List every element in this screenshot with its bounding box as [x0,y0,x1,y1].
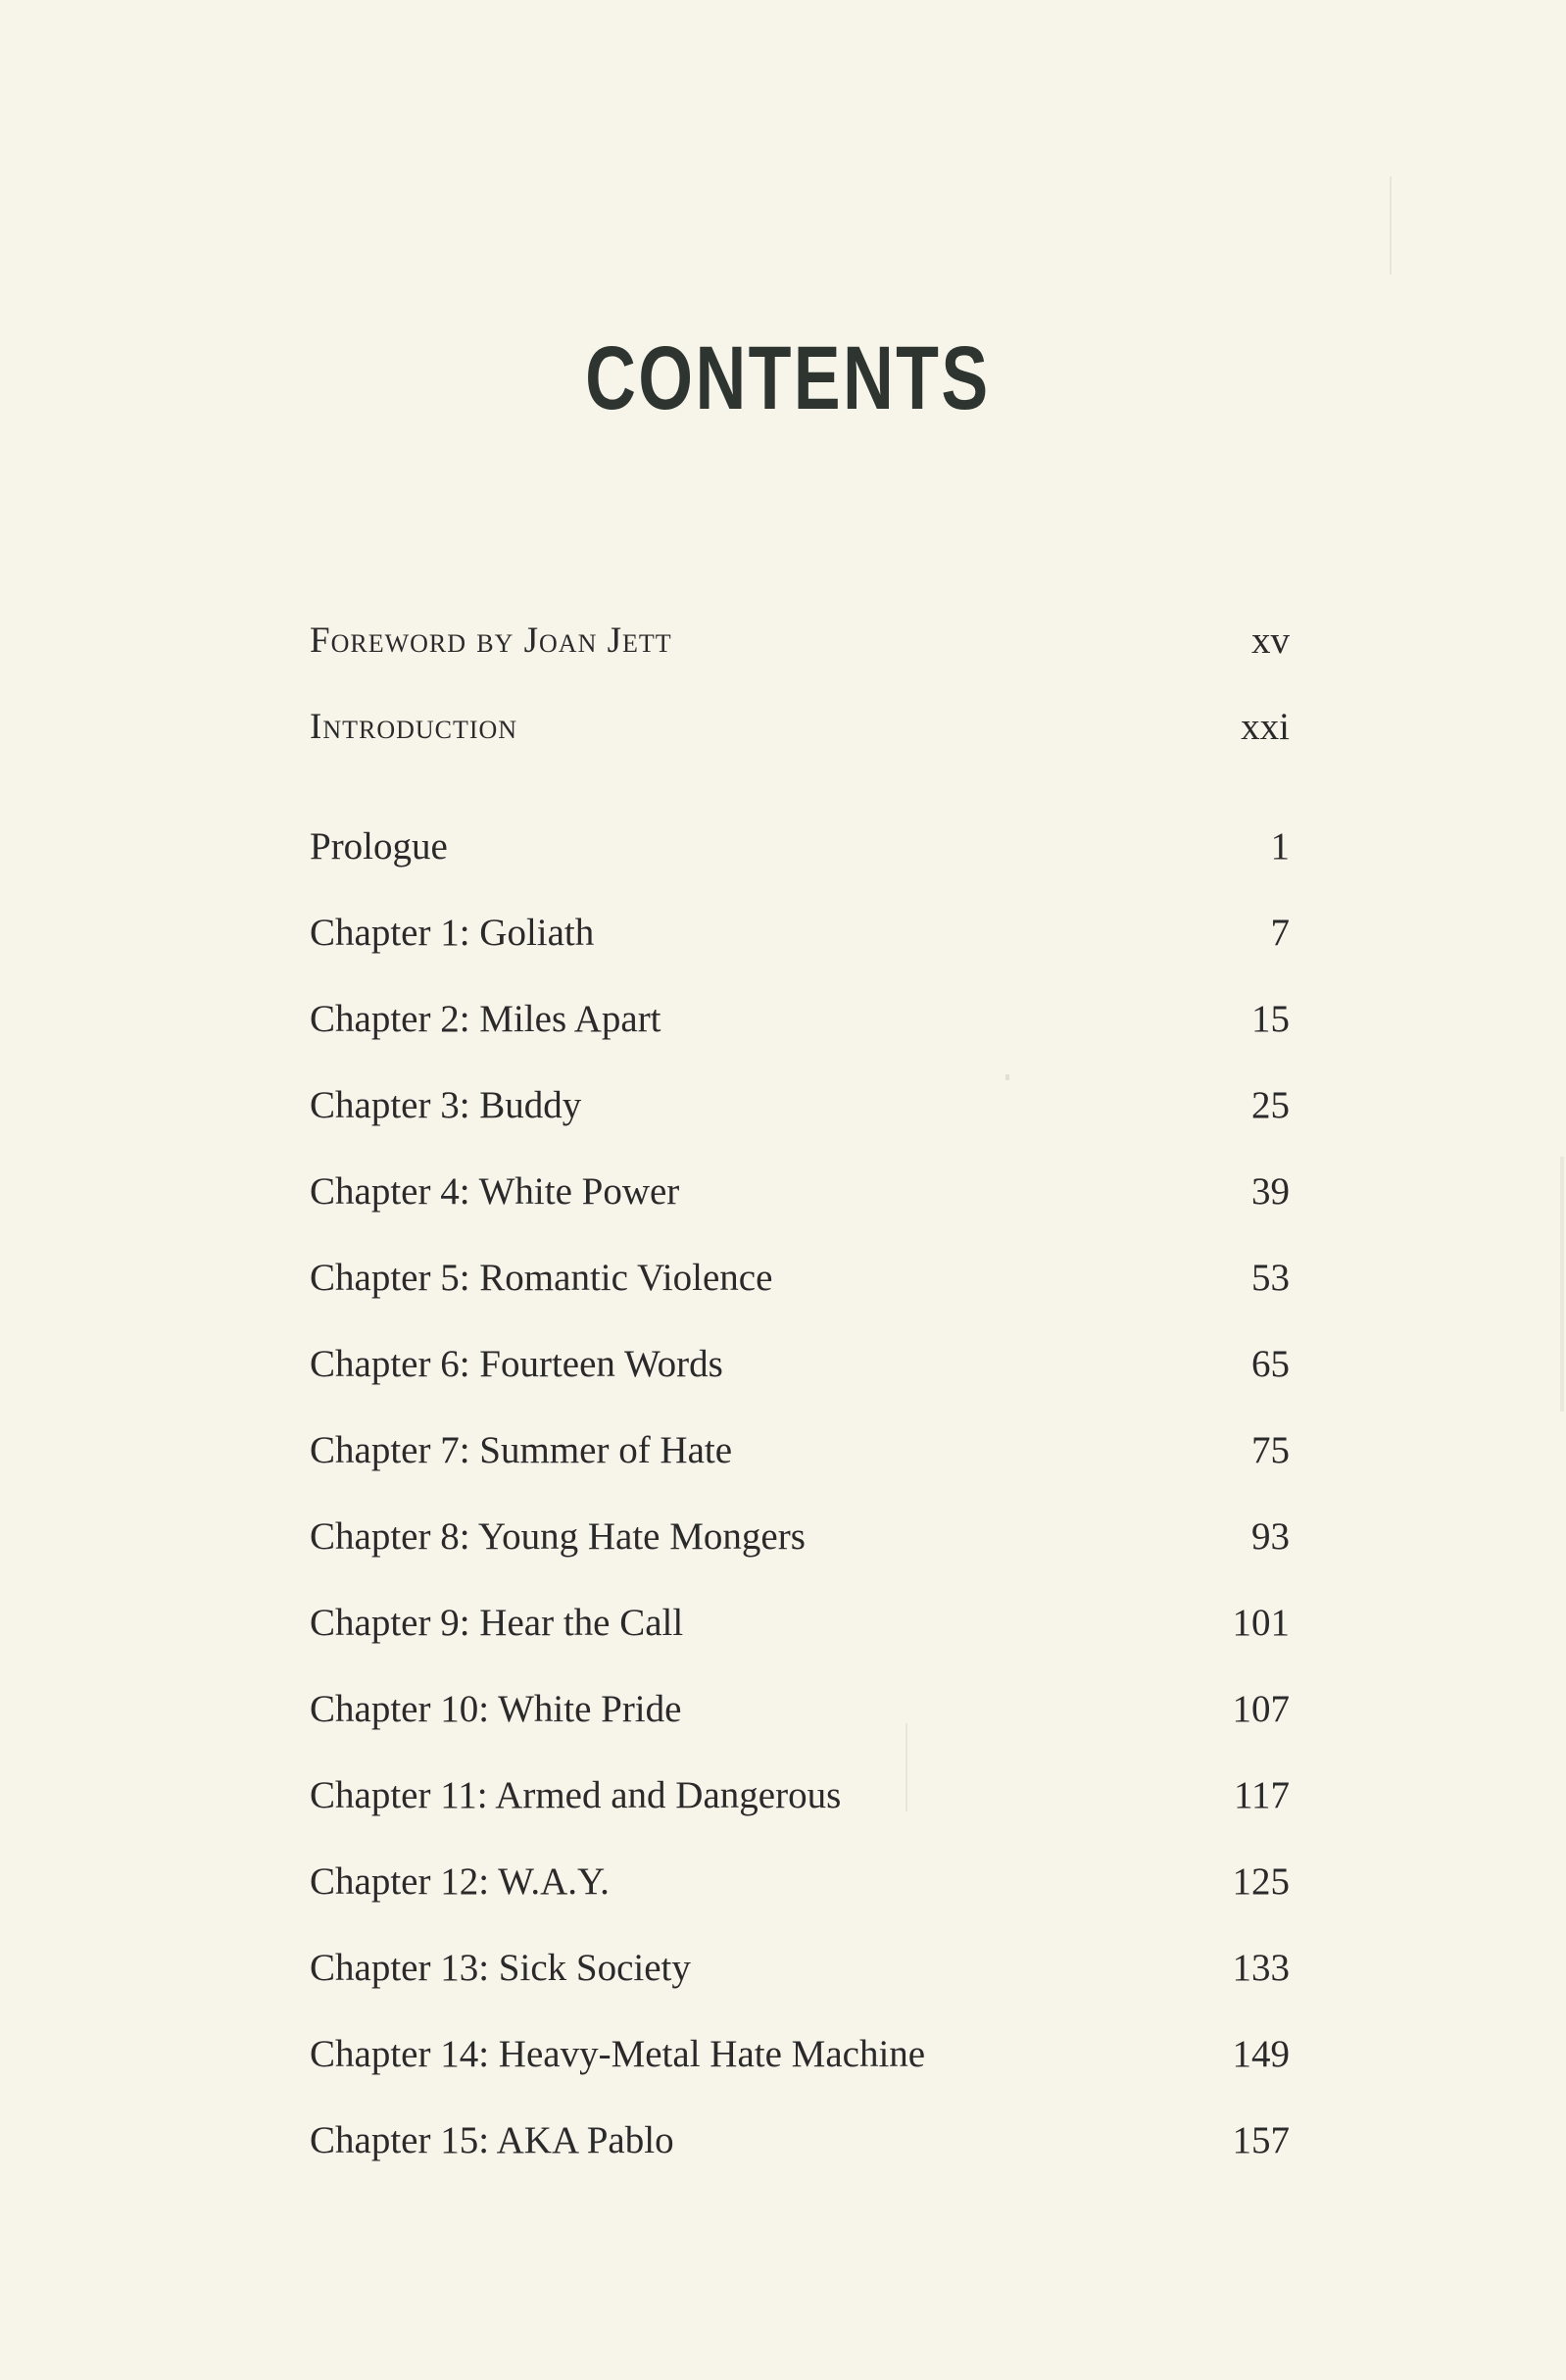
toc-entry [310,1076,1290,1135]
toc-entry-page: 1 [1270,825,1290,868]
toc-entry-label: Foreword by Joan Jett [310,620,672,661]
toc-entry-foreword [310,612,1290,670]
toc-entry [310,1249,1290,1308]
toc-entry-label: Prologue [310,825,448,868]
toc-entry-page: 15 [1251,998,1290,1040]
toc-entry [310,1680,1290,1739]
toc-entry-label: Chapter 2: Miles Apart [310,998,661,1040]
toc-entry-page: 65 [1251,1343,1290,1385]
toc-entry-label: Chapter 11: Armed and Dangerous [310,1774,842,1816]
toc-entry-label: Chapter 6: Fourteen Words [310,1343,723,1385]
toc-entry-page: 149 [1232,2033,1290,2075]
toc-entry [310,2025,1290,2084]
toc-entry-page: 157 [1232,2119,1290,2161]
toc-entry-page: xxi [1241,706,1290,748]
toc-entry-page: 7 [1270,912,1290,954]
toc-entry-page: 53 [1251,1257,1290,1299]
toc-entry-page: xv [1251,620,1290,662]
toc-entry-label: Chapter 13: Sick Society [310,1947,691,1989]
toc-entry-label: Chapter 9: Hear the Call [310,1602,684,1644]
toc-entry-page: 125 [1232,1860,1290,1903]
toc-entry-label: Chapter 7: Summer of Hate [310,1429,733,1471]
toc-entry-label: Chapter 4: White Power [310,1170,680,1213]
toc-entry [310,904,1290,963]
toc-entry-page: 39 [1251,1170,1290,1213]
toc-entry [310,1594,1290,1653]
page-title: CONTENTS [585,328,991,428]
toc-entry [310,1508,1290,1566]
scan-artifact [1560,1157,1564,1412]
toc-entry-page: 25 [1251,1084,1290,1126]
toc-entry-page: 75 [1251,1429,1290,1471]
toc-entry [310,818,1290,876]
toc-entry-label: Chapter 3: Buddy [310,1084,582,1126]
toc-entry-label: Chapter 12: W.A.Y. [310,1860,610,1903]
toc-entry-label: Chapter 15: AKA Pablo [310,2119,674,2161]
scan-artifact [1005,1074,1009,1080]
toc-entry [310,1766,1290,1825]
toc-entry [310,990,1290,1049]
toc-entry [310,1335,1290,1394]
toc-entry-label: Chapter 1: Goliath [310,912,595,954]
toc-entry-page: 101 [1232,1602,1290,1644]
toc-entry-page: 133 [1232,1947,1290,1989]
toc-entry-page: 107 [1232,1688,1290,1730]
table-of-contents [310,0,1290,2380]
toc-entry-label: Chapter 10: White Pride [310,1688,682,1730]
scan-artifact [1390,176,1392,274]
toc-entry [310,2111,1290,2170]
toc-entry-introduction [310,698,1290,757]
toc-entry [310,1421,1290,1480]
toc-entry-page: 117 [1233,1774,1290,1816]
scan-artifact [905,1723,907,1811]
toc-entry-label: Introduction [310,707,518,747]
toc-entry-label: Chapter 8: Young Hate Mongers [310,1515,806,1558]
toc-entry-page: 93 [1251,1515,1290,1558]
toc-entry-label: Chapter 5: Romantic Violence [310,1257,773,1299]
toc-entry-label: Chapter 14: Heavy-Metal Hate Machine [310,2033,926,2075]
toc-entry [310,1853,1290,1911]
toc-entry [310,1939,1290,1998]
toc-entry [310,1163,1290,1221]
